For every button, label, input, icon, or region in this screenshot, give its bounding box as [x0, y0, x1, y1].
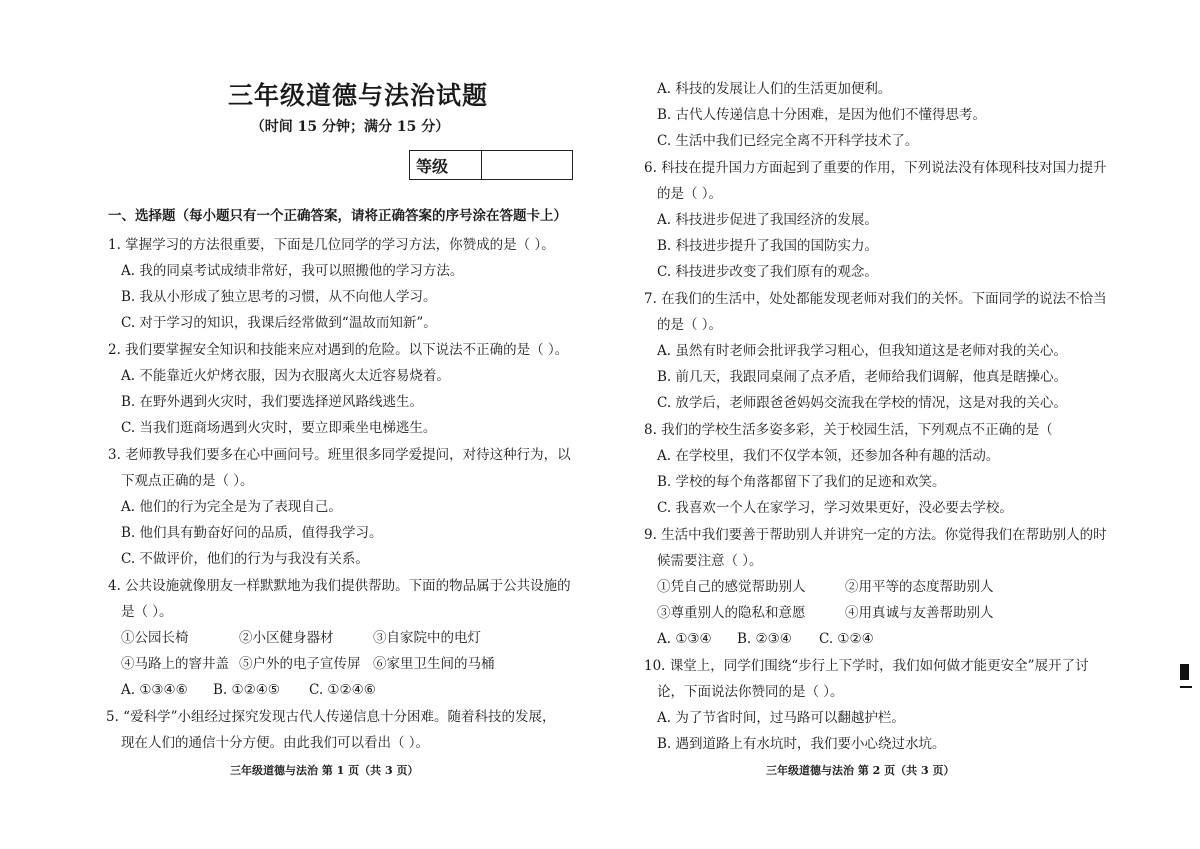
q7-option-b: B. 前几天，我跟同桌闹了点矛盾，老师给我们调解，他真是瞎操心。 [657, 369, 1068, 385]
q4-items-row-2 [121, 655, 495, 673]
grade-box [409, 150, 573, 180]
q4-answer: A. ①③④⑥ [121, 682, 188, 698]
question-2: 2. 我们要掌握安全知识和技能来应对遇到的危险。以下说法不正确的是（ ）。 [108, 342, 569, 358]
page-footer-right: 三年级道德与法治 第 2 页（共 3 页） [766, 764, 955, 777]
q9-answer: B. ②③④ [737, 631, 792, 647]
question-10-line-1: 10. 课堂上，同学们围绕“步行上下学时，我们如何做才能更安全”展开了讨 [644, 658, 1089, 674]
question-5-line-1: 5. “爱科学”小组经过探究发现古代人传递信息十分困难。随着科技的发展， [106, 709, 556, 725]
q4-answer-options [121, 681, 376, 699]
q4-item: ④马路上的窨井盖 [121, 656, 229, 672]
q7-option-c: C. 放学后，老师跟爸爸妈妈交流我在学校的情况，这是对我的关心。 [657, 395, 1067, 411]
q8-option-c: C. 我喜欢一个人在家学习，学习效果更好，没必要去学校。 [657, 500, 1013, 516]
grade-label: 等级 [410, 151, 482, 179]
q4-answer: C. ①②④⑥ [309, 682, 376, 698]
q3-option-b: B. 他们具有勤奋好问的品质，值得我学习。 [121, 525, 383, 541]
question-6-line-2: 的是（ ）。 [657, 186, 723, 202]
question-9-line-1: 9. 生活中我们要善于帮助别人并讲究一定的方法。你觉得我们在帮助别人的时 [644, 527, 1107, 543]
q4-item: ①公园长椅 [121, 630, 189, 646]
question-7-line-2: 的是（ ）。 [657, 317, 723, 333]
q9-item: ④用真诚与友善帮助别人 [845, 605, 994, 621]
question-4-line-1: 4. 公共设施就像朋友一样默默地为我们提供帮助。下面的物品属于公共设施的 [108, 578, 571, 594]
q9-answer: C. ①②④ [819, 631, 874, 647]
q5-option-c: C. 生活中我们已经完全离不开科学技术了。 [657, 133, 919, 149]
page-subtitle: （时间 15 分钟；满分 15 分） [250, 119, 450, 135]
q5-option-a: A. 科技的发展让人们的生活更加便利。 [657, 81, 892, 97]
question-3-line-1: 3. 老师教导我们要多在心中画问号。班里很多同学爱提问，对待这种行为，以 [108, 447, 571, 463]
q1-option-a: A. 我的同桌考试成绩非常好，我可以照搬他的学习方法。 [121, 263, 464, 279]
q1-option-b: B. 我从小形成了独立思考的习惯，从不向他人学习。 [121, 289, 437, 305]
q4-answer: B. ①②④⑤ [213, 682, 280, 698]
q4-items-row-1 [121, 629, 481, 647]
q5-option-b: B. 古代人传递信息十分困难，是因为他们不懂得思考。 [657, 107, 987, 123]
scan-edge-mark [1180, 664, 1189, 680]
scan-edge-line [1180, 686, 1192, 688]
grade-value-cell [482, 151, 572, 179]
q2-option-c: C. 当我们逛商场遇到火灾时，要立即乘坐电梯逃生。 [121, 420, 437, 436]
q9-items-row-1 [657, 578, 994, 596]
q2-option-a: A. 不能靠近火炉烤衣服，因为衣服离火太近容易烧着。 [121, 368, 450, 384]
q1-option-c: C. 对于学习的知识，我课后经常做到“温故而知新”。 [121, 315, 437, 331]
q6-option-c: C. 科技进步改变了我们原有的观念。 [657, 264, 878, 280]
q9-answer: A. ①③④ [657, 631, 712, 647]
section-heading: 一、选择题（每小题只有一个正确答案，请将正确答案的序号涂在答题卡上） [108, 208, 567, 224]
question-6-line-1: 6. 科技在提升国力方面起到了重要的作用，下列说法没有体现科技对国力提升 [644, 160, 1107, 176]
page-footer-left: 三年级道德与法治 第 1 页（共 3 页） [230, 764, 419, 777]
question-5-line-2: 现在人们的通信十分方便。由此我们可以看出（ ）。 [121, 735, 430, 751]
question-3-line-2: 下观点正确的是（ ）。 [121, 473, 254, 489]
question-4-line-2: 是（ ）。 [121, 604, 173, 620]
q9-item: ③尊重别人的隐私和意愿 [657, 605, 806, 621]
question-9-line-2: 候需要注意（ ）。 [657, 553, 763, 569]
q9-item: ①凭自己的感觉帮助别人 [657, 579, 806, 595]
q4-item: ③自家院中的电灯 [373, 630, 481, 646]
question-7-line-1: 7. 在我们的生活中，处处都能发现老师对我们的关怀。下面同学的说法不恰当 [644, 291, 1107, 307]
question-1: 1. 掌握学习的方法很重要，下面是几位同学的学习方法，你赞成的是（ ）。 [108, 237, 555, 253]
q10-option-b: B. 遇到道路上有水坑时，我们要小心绕过水坑。 [657, 736, 946, 752]
q7-option-a: A. 虽然有时老师会批评我学习粗心，但我知道这是老师对我的关心。 [657, 343, 1067, 359]
q2-option-b: B. 在野外遇到火灾时，我们要选择逆风路线逃生。 [121, 394, 424, 410]
q3-option-c: C. 不做评价，他们的行为与我没有关系。 [121, 551, 369, 567]
q6-option-b: B. 科技进步提升了我国的国防实力。 [657, 238, 879, 254]
q9-items-row-2 [657, 604, 994, 622]
question-8: 8. 我们的学校生活多姿多彩，关于校园生活，下列观点不正确的是（ [644, 422, 1053, 438]
q9-answer-options [657, 630, 874, 648]
q6-option-a: A. 科技进步促进了我国经济的发展。 [657, 212, 878, 228]
q8-option-b: B. 学校的每个角落都留下了我们的足迹和欢笑。 [657, 474, 946, 490]
page-title: 三年级道德与法治试题 [227, 81, 489, 110]
q4-item: ⑤户外的电子宣传屏 [239, 656, 361, 672]
q8-option-a: A. 在学校里，我们不仅学本领，还参加各种有趣的活动。 [657, 448, 1000, 464]
q10-option-a: A. 为了节省时间，过马路可以翻越护栏。 [657, 710, 905, 726]
q3-option-a: A. 他们的行为完全是为了表现自己。 [121, 499, 342, 515]
q9-item: ②用平等的态度帮助别人 [845, 579, 994, 595]
q4-item: ②小区健身器材 [239, 630, 334, 646]
question-10-line-2: 论，下面说法你赞同的是（ ）。 [657, 684, 844, 700]
q4-item: ⑥家里卫生间的马桶 [373, 656, 495, 672]
